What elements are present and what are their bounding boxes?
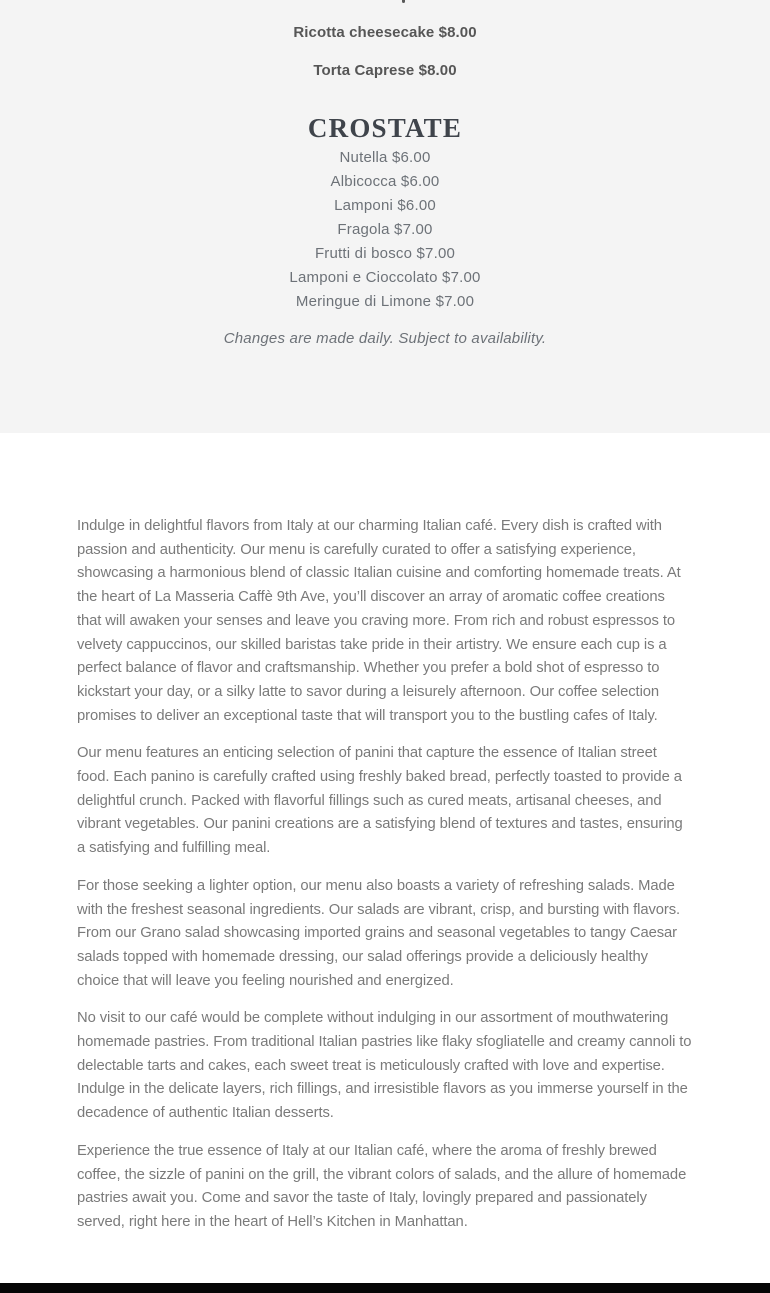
menu-item: Albicocca $6.00	[330, 173, 440, 190]
about-paragraph-coffee: Indulge in delightful flavors from Italy at our charming Italian café. Every dish is crafted with passion and authenticity. Our menu is carefully curated to offer a satisfying experience, showcasing a harmonious blend of classic Italian cuisine and comforting homemade treats. At the heart of La Masseria Caffè 9th Ave, you’ll discover an array of aromatic coffee creations that will awaken your senses and leave you craving more. From rich and robust espressos to velvety cappuccinos, our skilled baristas take pride in their artistry. We ensure each cup is a perfect balance of flavor and craftsmanship. Whether you prefer a bold shot of espresso to kickstart your day, or a silky latte to savor during a leisurely afternoon. Our coffee selection promises to deliver an exceptional taste that will transport you to the bustling cafes of Italy.	[77, 518, 681, 724]
menu-section-heading: CROSTATE	[307, 113, 463, 143]
menu-item-featured: Ricotta cheesecake $8.00	[293, 24, 477, 41]
menu-item: Lamponi $6.00	[334, 197, 436, 214]
about-paragraph-pastries: No visit to our café would be complete without indulging in our assortment of mouthwatering homemade pastries. From traditional Italian pastries like flaky sfogliatelle and creamy cannoli to delectable tarts and cakes, each sweet treat is meticulously crafted with love and expertise. Indulge in the delicate layers, rich fillings, and irresistible flavors as you immerse yourself in the decadence of authentic Italian desserts.	[77, 1010, 692, 1122]
availability-note: Changes are made daily. Subject to availability.	[223, 330, 547, 347]
menu-item: Frutti di bosco $7.00	[314, 245, 456, 262]
about-paragraph-panini: Our menu features an enticing selection of panini that capture the essence of Italian street food. Each panino is carefully crafted using freshly baked bread, perfectly toasted to provide a delightful crunch. Packed with flavorful fillings such as cured meats, artisanal cheeses, and vibrant vegetables. Our panini creations are a satisfying blend of textures and tastes, ensuring a satisfying and fulfilling meal.	[77, 745, 683, 857]
footer-bar	[0, 1283, 770, 1293]
menu-item: Nutella $6.00	[339, 149, 431, 166]
menu-item: Lamponi e Cioccolato $7.00	[289, 269, 481, 286]
menu-item: Meringue di Limone $7.00	[295, 293, 475, 310]
menu-section	[0, 0, 770, 433]
about-paragraph-closing: Experience the true essence of Italy at our Italian café, where the aroma of freshly brewed coffee, the sizzle of panini on the grill, the vibrant colors of salads, and the allure of homemade pastries await you. Come and savor the taste of Italy, lovingly prepared and passionately served, right here in the heart of Hell’s Kitchen in Manhattan.	[77, 1142, 687, 1230]
cutoff-text-remnant	[402, 0, 405, 3]
about-paragraph-salads: For those seeking a lighter option, our menu also boasts a variety of refreshing salads. Made with the freshest seasonal ingredients. Our salads are vibrant, crisp, and bursting with flavors. From our Grano salad showcasing imported grains and seasonal vegetables to tangy Caesar salads topped with homemade dressing, our salad offerings provide a deliciously healthy choice that will leave you feeling nourished and energized.	[77, 877, 681, 989]
menu-item: Fragola $7.00	[337, 221, 433, 238]
menu-item-featured: Torta Caprese $8.00	[313, 62, 457, 79]
about-section	[0, 433, 770, 1283]
